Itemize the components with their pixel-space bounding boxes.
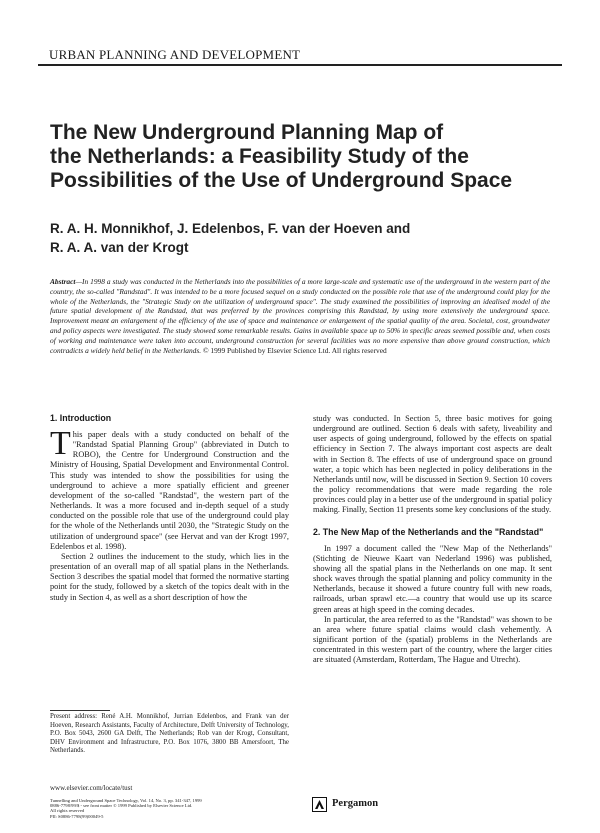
author-address-footnote: Present address: René A.H. Monnikhof, Jurrian Edelenbos, and Frank van der Hoeven, Research Assistants, Faculty of Architecture, Delft University of Technology, P.O. Box 5043, 2600 GA Delft, The Netherlands; Rob van der Krogt, Consultant, DHV Environment and Infrastructure, P.O. Box 1076, 3800 BB Amersfoort, The Netherlands. [50,713,289,754]
citation-line: Tunnelling and Underground Space Technology, Vol. 14, No. 3, pp. 341-347, 1999 [50,798,202,803]
section-2-paragraph-2: In particular, the area referred to as the "Randstad" was shown to be an area where future spatial claims would clash vehemently. A significant portion of the (spatial) problems in the Netherlands are concentrated in this western part of the country, where the larger cities are situated (Amsterdam, Rotterdam, The Hague and Utrecht). [313,614,552,665]
introduction-paragraph [50,425,289,552]
article-title [50,121,550,193]
abstract-label: Abstract [50,277,76,286]
publisher-name: Pergamon [332,798,379,809]
footnote-rule [50,710,110,711]
journal-citation [50,798,285,819]
right-column [313,414,552,665]
title-line: Possibilities of the Use of Underground Space [50,169,513,192]
drop-cap: T [50,425,71,462]
header-rule [38,64,562,66]
title-line: the Netherlands: a Feasibility Study of the [50,145,469,168]
introduction-text: his paper deals with a study conducted on behalf of the "Randstad Spatial Planning Group" (abbreviated in Dutch to ROBO), the Centre for Underground Construction and the Ministry of Housing, Spatial Development and Environmental Control. This study was intended to show the possibilities for using the underground to achieve a more spatially efficient and greener development of the so-called "Randstad", the western part of the Netherlands. It was a more focused and in-depth sequel of a study conducted on the possible role that use of the underground could play for the whole of the Netherlands until 2030, the "Strategic Study on the utilization of underground space" (see Hervat and van der Krogt 1997, Edelenbos et al. 1998). [50,430,289,551]
citation-line: All rights reserved [50,808,85,814]
introduction-heading: 1. Introduction [50,413,112,423]
abstract-copyright: © 1999 Published by Elsevier Science Ltd. All rights reserved [202,345,387,355]
author-list [50,219,550,257]
journal-section-header: URBAN PLANNING AND DEVELOPMENT [49,47,301,62]
introduction-paragraph-2: Section 2 outlines the inducement to the study, which lies in the presentation of an overall map of all spatial plans in the Netherlands. Section 3 describes the spatial model that formed the normative starting point for the study, followed by a sketch of the topics dealt with in the study in Section 4, as well as a short description of how the [50,551,289,602]
citation-line: 0886-7798/99/$ - see front matter © 1999 Published by Elsevier Science Ltd. [50,803,193,809]
section-2-paragraph-1: In 1997 a document called the "New Map of the Netherlands" (Stichting de Nieuwe Kaart van Nederland 1996) was published, showing all the spatial plans in the Netherlands on one map. It sent shock waves through the spatial planning and policy community in the Netherlands, because it showed a future country full with new roads, railroads, urban sprawl etc.—a country that would use up its scarce green areas at high speed in the coming decades. [313,543,552,614]
outline-paragraph: study was conducted. In Section 5, three basic motives for going underground are outlined. Section 6 deals with safety, liveability and user aspects of going underground, followed by the effects on spatial efficiency in Section 7. The always important cost aspects are dealt with in Section 8. The effects of use of underground space on ground water, a topic which has been neglected in policy deliberations in the Netherlands until now, will be discussed in Section 9. Section 10 covers the policy recommendations that were made regarding the role provinces could play in a better use of the underground in spatial policy making. Finally, Section 11 presents some key conclusions of the study. [313,414,552,515]
citation-line: PII: S0886-7798(99)00049-5 [50,813,104,819]
author-line: R. A. H. Monnikhof, J. Edelenbos, F. van der Hoeven and [50,221,411,236]
author-line: R. A. A. van der Krogt [50,240,189,255]
journal-url-link[interactable]: www.elsevier.com/locate/tust [50,784,133,792]
left-column [50,413,289,603]
abstract-body: —In 1998 a study was conducted in the Netherlands into the possibilities of a more large-scale and systematic use of the underground in the western part of the country, the so-called "Randstad". It was intended to be a more focused sequel on a study conducted on the possible role that use of the underground could play for the whole of the Netherlands, the "Strategic Study on the utilization of underground space". The study examined the possibilities of improving an idealised model of the future spatial development of the Randstad, that was preferred by the provinces comprising this Randstad, by using more extensively the underground space. Improvement meant an enlargement of the efficiency of the use of space and maintenance or enlargement of the spatial quality of the area. Societal, cost, groundwater and policy aspects were investigated. The study showed some remarkable results. Gains in available space up to 50% in specific areas seemed possible and, when costs of working and maintenance were taken into account, underground construction for several facilities was no more expensive than above ground construction, which contradicts a widely held belief in the Netherlands. [50,277,550,355]
title-line: The New Underground Planning Map of [50,121,444,144]
pergamon-logo-icon [312,797,327,812]
section-2-heading: 2. The New Map of the Netherlands and the "Randstad" [313,526,544,537]
abstract [50,277,550,355]
